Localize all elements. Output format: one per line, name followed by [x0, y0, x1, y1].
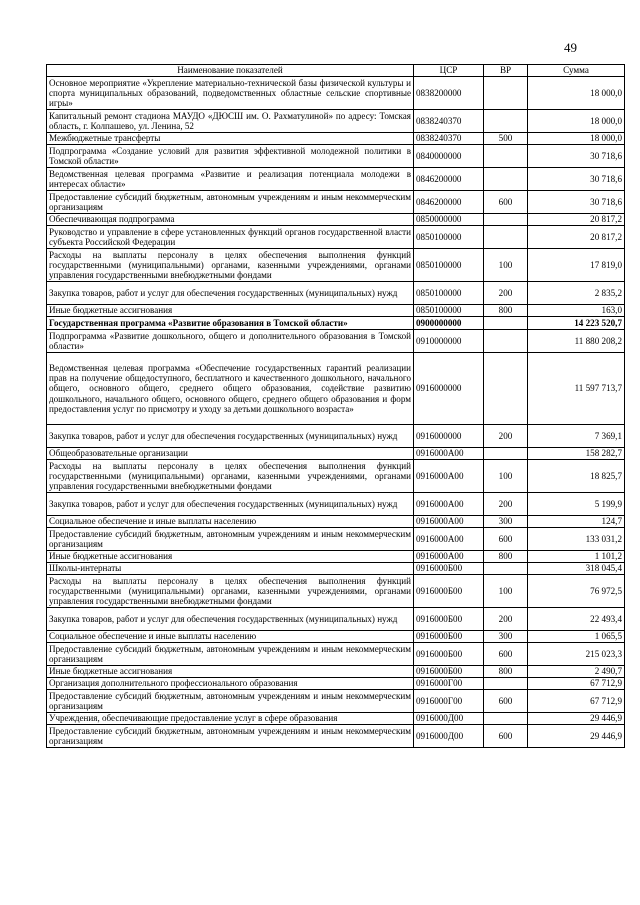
cell-csr: 0846200000 — [414, 168, 484, 191]
cell-name: Иные бюджетные ассигнования — [47, 666, 414, 678]
cell-vr: 600 — [484, 528, 528, 551]
table-row — [47, 77, 625, 110]
cell-csr: 0916000А00 — [414, 516, 484, 528]
cell-csr: 0916000Б00 — [414, 643, 484, 666]
table-row — [47, 666, 625, 678]
cell-sum: 18 000,0 — [528, 77, 625, 110]
cell-name: Закупка товаров, работ и услуг для обеспечения государственных (муниципальных) нужд — [47, 608, 414, 631]
table-row — [47, 282, 625, 305]
cell-name: Подпрограмма «Создание условий для развития эффективной молодежной политики в Томской области» — [47, 145, 414, 168]
cell-vr: 100 — [484, 249, 528, 282]
table-row — [47, 330, 625, 353]
table-row — [47, 563, 625, 575]
cell-csr: 0916000А00 — [414, 551, 484, 563]
table-row — [47, 145, 625, 168]
cell-csr: 0916000Б00 — [414, 575, 484, 608]
cell-sum: 133 031,2 — [528, 528, 625, 551]
cell-sum: 18 000,0 — [528, 133, 625, 145]
table-row — [47, 713, 625, 725]
table-row — [47, 460, 625, 493]
cell-name: Расходы на выплаты персоналу в целях обеспечения выполнения функций государственными (муниципальными) органами, казенными учреждениями, органами управления государственными внебюджетными фондами — [47, 460, 414, 493]
cell-csr: 0850100000 — [414, 305, 484, 317]
cell-name: Учреждения, обеспечивающие предоставление услуг в сфере образования — [47, 713, 414, 725]
cell-csr: 0838240370 — [414, 110, 484, 133]
cell-name: Иные бюджетные ассигнования — [47, 305, 414, 317]
cell-name: Руководство и управление в сфере установленных функций органов государственной власти субъекта Российской Федерации — [47, 226, 414, 249]
cell-name: Основное мероприятие «Укрепление материально-технической базы физической культуры и спорта муниципальных образований, подведомственных областные сельские спортивные игры» — [47, 77, 414, 110]
table-row — [47, 110, 625, 133]
cell-sum: 30 718,6 — [528, 191, 625, 214]
cell-csr: 0850100000 — [414, 226, 484, 249]
cell-csr: 0916000000 — [414, 353, 484, 425]
table-row — [47, 528, 625, 551]
cell-sum: 29 446,9 — [528, 725, 625, 748]
table-row — [47, 305, 625, 317]
cell-sum: 22 493,4 — [528, 608, 625, 631]
table-row — [47, 493, 625, 516]
cell-csr: 0916000Д00 — [414, 713, 484, 725]
table-row — [47, 516, 625, 528]
cell-name: Капитальный ремонт стадиона МАУДО «ДЮСШ им. О. Рахматулиной» по адресу: Томская область, г. Колпашево, ул. Ленина, 52 — [47, 110, 414, 133]
table-row — [47, 191, 625, 214]
cell-name: Государственная программа «Развитие образования в Томской области» — [47, 317, 414, 330]
cell-sum: 14 223 520,7 — [528, 317, 625, 330]
cell-csr: 0916000Г00 — [414, 690, 484, 713]
cell-vr — [484, 168, 528, 191]
cell-name: Предоставление субсидий бюджетным, автономным учреждениям и иным некоммерческим организациям — [47, 643, 414, 666]
header-vr: ВР — [484, 65, 528, 77]
cell-name: Закупка товаров, работ и услуг для обеспечения государственных (муниципальных) нужд — [47, 425, 414, 448]
cell-vr — [484, 317, 528, 330]
header-name: Наименование показателей — [47, 65, 414, 77]
cell-vr: 200 — [484, 493, 528, 516]
cell-csr: 0850100000 — [414, 249, 484, 282]
cell-csr: 0916000А00 — [414, 493, 484, 516]
cell-sum: 67 712,9 — [528, 678, 625, 690]
cell-sum: 2 835,2 — [528, 282, 625, 305]
cell-sum: 215 023,3 — [528, 643, 625, 666]
cell-sum: 29 446,9 — [528, 713, 625, 725]
table-row — [47, 551, 625, 563]
cell-vr — [484, 226, 528, 249]
cell-sum: 1 065,5 — [528, 631, 625, 643]
cell-name: Предоставление субсидий бюджетным, автономным учреждениям и иным некоммерческим организациям — [47, 528, 414, 551]
cell-sum: 5 199,9 — [528, 493, 625, 516]
cell-name: Социальное обеспечение и иные выплаты населению — [47, 516, 414, 528]
cell-vr: 600 — [484, 690, 528, 713]
cell-name: Межбюджетные трансферты — [47, 133, 414, 145]
cell-vr: 500 — [484, 133, 528, 145]
table-row — [47, 133, 625, 145]
cell-vr: 100 — [484, 575, 528, 608]
table-row — [47, 353, 625, 425]
table-row — [47, 317, 625, 330]
header-csr: ЦСР — [414, 65, 484, 77]
cell-csr: 0850000000 — [414, 214, 484, 226]
cell-sum: 18 000,0 — [528, 110, 625, 133]
cell-csr: 0850100000 — [414, 282, 484, 305]
cell-name: Закупка товаров, работ и услуг для обеспечения государственных (муниципальных) нужд — [47, 282, 414, 305]
cell-name: Школы-интернаты — [47, 563, 414, 575]
cell-sum: 17 819,0 — [528, 249, 625, 282]
cell-sum: 318 045,4 — [528, 563, 625, 575]
table-row — [47, 725, 625, 748]
table-row — [47, 214, 625, 226]
cell-name: Иные бюджетные ассигнования — [47, 551, 414, 563]
cell-sum: 1 101,2 — [528, 551, 625, 563]
table-header-row — [47, 65, 625, 77]
cell-sum: 20 817,2 — [528, 226, 625, 249]
cell-sum: 2 490,7 — [528, 666, 625, 678]
cell-sum: 30 718,6 — [528, 145, 625, 168]
table-row — [47, 249, 625, 282]
cell-csr: 0916000Г00 — [414, 678, 484, 690]
cell-sum: 124,7 — [528, 516, 625, 528]
cell-csr: 0916000Б00 — [414, 563, 484, 575]
cell-csr: 0900000000 — [414, 317, 484, 330]
cell-name: Предоставление субсидий бюджетным, автономным учреждениям и иным некоммерческим организациям — [47, 690, 414, 713]
cell-name: Ведомственная целевая программа «Развитие и реализация потенциала молодежи в интересах области» — [47, 168, 414, 191]
cell-sum: 76 972,5 — [528, 575, 625, 608]
cell-vr — [484, 214, 528, 226]
cell-name: Расходы на выплаты персоналу в целях обеспечения выполнения функций государственными (муниципальными) органами, казенными учреждениями, органами управления государственными внебюджетными фондами — [47, 249, 414, 282]
cell-csr: 0916000А00 — [414, 460, 484, 493]
table-row — [47, 631, 625, 643]
table-row — [47, 643, 625, 666]
cell-vr — [484, 110, 528, 133]
cell-csr: 0838200000 — [414, 77, 484, 110]
cell-vr — [484, 563, 528, 575]
cell-name: Закупка товаров, работ и услуг для обеспечения государственных (муниципальных) нужд — [47, 493, 414, 516]
cell-name: Общеобразовательные организации — [47, 448, 414, 460]
cell-vr — [484, 678, 528, 690]
cell-vr: 600 — [484, 191, 528, 214]
cell-sum: 163,0 — [528, 305, 625, 317]
cell-vr: 600 — [484, 643, 528, 666]
cell-csr: 0838240370 — [414, 133, 484, 145]
table-row — [47, 425, 625, 448]
table-row — [47, 608, 625, 631]
cell-name: Социальное обеспечение и иные выплаты населению — [47, 631, 414, 643]
table-row — [47, 575, 625, 608]
cell-csr: 0916000Д00 — [414, 725, 484, 748]
cell-sum: 11 880 208,2 — [528, 330, 625, 353]
cell-sum: 11 597 713,7 — [528, 353, 625, 425]
cell-name: Предоставление субсидий бюджетным, автономным учреждениям и иным некоммерческим организациям — [47, 725, 414, 748]
cell-csr: 0916000Б00 — [414, 666, 484, 678]
cell-vr: 600 — [484, 725, 528, 748]
cell-vr: 800 — [484, 666, 528, 678]
cell-vr — [484, 353, 528, 425]
header-sum: Сумма — [528, 65, 625, 77]
cell-csr: 0916000000 — [414, 425, 484, 448]
cell-sum: 20 817,2 — [528, 214, 625, 226]
cell-sum: 158 282,7 — [528, 448, 625, 460]
cell-name: Подпрограмма «Развитие дошкольного, общего и дополнительного образования в Томской области» — [47, 330, 414, 353]
cell-csr: 0916000А00 — [414, 448, 484, 460]
cell-sum: 30 718,6 — [528, 168, 625, 191]
cell-vr — [484, 330, 528, 353]
cell-csr: 0916000А00 — [414, 528, 484, 551]
cell-sum: 67 712,9 — [528, 690, 625, 713]
cell-vr: 300 — [484, 631, 528, 643]
budget-table — [46, 64, 625, 748]
cell-sum: 18 825,7 — [528, 460, 625, 493]
cell-vr — [484, 448, 528, 460]
cell-csr: 0840000000 — [414, 145, 484, 168]
cell-name: Расходы на выплаты персоналу в целях обеспечения выполнения функций государственными (муниципальными) органами, казенными учреждениями, органами управления государственными внебюджетными фондами — [47, 575, 414, 608]
cell-vr — [484, 77, 528, 110]
cell-vr: 200 — [484, 282, 528, 305]
cell-name: Обеспечивающая подпрограмма — [47, 214, 414, 226]
cell-name: Предоставление субсидий бюджетным, автономным учреждениям и иным некоммерческим организациям — [47, 191, 414, 214]
cell-vr: 200 — [484, 608, 528, 631]
cell-vr: 300 — [484, 516, 528, 528]
cell-csr: 0916000Б00 — [414, 631, 484, 643]
page-number: 49 — [564, 40, 577, 55]
cell-vr — [484, 713, 528, 725]
cell-csr: 0846200000 — [414, 191, 484, 214]
table-row — [47, 226, 625, 249]
table-row — [47, 168, 625, 191]
cell-vr: 800 — [484, 305, 528, 317]
cell-vr: 200 — [484, 425, 528, 448]
table-row — [47, 678, 625, 690]
cell-sum: 7 369,1 — [528, 425, 625, 448]
cell-name: Ведомственная целевая программа «Обеспечение государственных гарантий реализации прав на получение общедоступного, бесплатного и качественного дошкольного, начального общего, основного общего, среднего общего образования, содействие развитию дошкольного, начального общего, основного общего, среднего общего образования и форм предоставления услуг по присмотру и уходу за детьми дошкольного возраста» — [47, 353, 414, 425]
cell-vr: 800 — [484, 551, 528, 563]
cell-name: Организация дополнительного профессионального образования — [47, 678, 414, 690]
table-body — [47, 77, 625, 748]
cell-csr: 0916000Б00 — [414, 608, 484, 631]
table-row — [47, 690, 625, 713]
cell-csr: 0910000000 — [414, 330, 484, 353]
cell-vr: 100 — [484, 460, 528, 493]
table-row — [47, 448, 625, 460]
cell-vr — [484, 145, 528, 168]
